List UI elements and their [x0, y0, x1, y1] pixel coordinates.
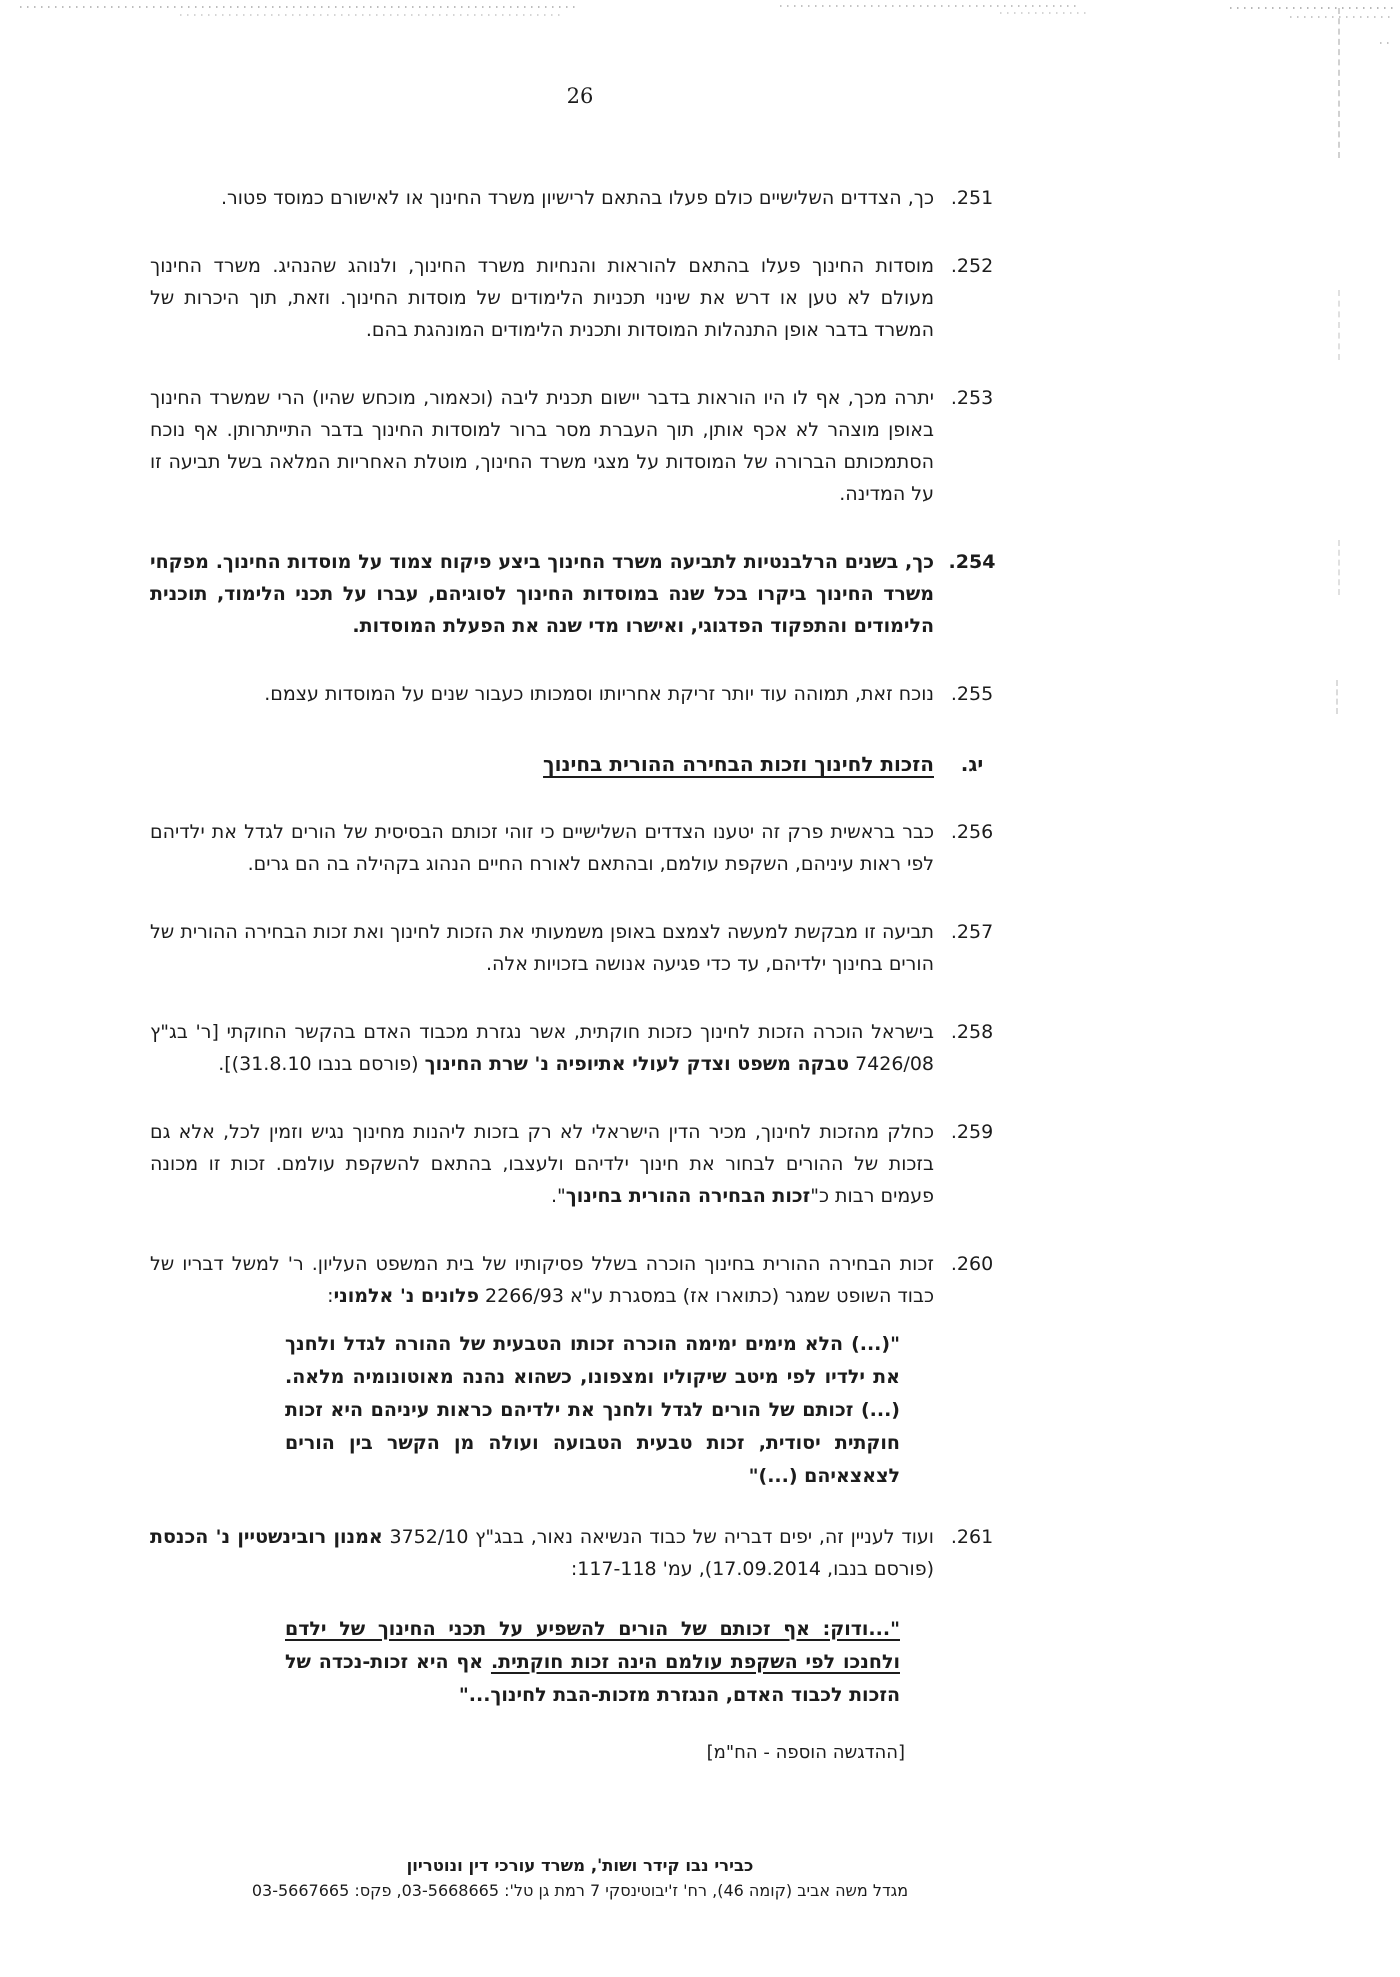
law-firm-address: מגדל משה אביב (קומה 46), רח' ז'יבוטינסקי 7 רמת גן טל': 03-5668665, פקס: 03-5667665 [251, 1881, 909, 1900]
paragraph-text-post: (פורסם בנבו 31.8.10)]. [218, 1053, 425, 1075]
paragraph-text-pre: זכות הבחירה ההורית בחינוך הוכרה בשלל פסיקותיו של בית המשפט העליון. ר' למשל דבריו של כבוד השופט שמגר (כתוארו אז) במסגרת ע"א 2266/93 [150, 1253, 934, 1307]
paragraph-text [150, 1116, 934, 1212]
paragraph-258 [150, 1016, 1010, 1080]
scan-noise-strip [1230, 7, 1395, 9]
paragraph-257 [150, 916, 1010, 980]
paragraph-number: 254. [948, 551, 996, 573]
paragraph-text-pre: כחלק מהזכות לחינוך, מכיר הדין הישראלי לא רק בזכות ליהנות מחינוך נגיש וזמין לכל, אלא גם בזכות של ההורים לבחור את חינוך ילדיהם ולעצבו, בהתאם להשקפת עולמם. זכות זו מכונה פעמים רבות כ" [150, 1121, 934, 1207]
paragraph-number: 257. [950, 921, 994, 943]
scan-noise-strip [1380, 42, 1392, 44]
paragraph-number: 261. [950, 1526, 994, 1548]
scan-dashed-line [1336, 680, 1338, 714]
paragraph-number: 258. [950, 1021, 994, 1043]
block-quote-shamgar: "(...) הלא מימים ימימה הוכרה זכותו הטבעית של ההורה לגדל ולחנך את ילדיו לפי מיטב שיקוליו ומצפונו, כשהוא נהנה מאוטונומיה מלאה. (...) זכותם של הורים לגדל ולחנך את ילדיהם כראות עיניהם היא זכות חוקתית יסודית, זכות טבעית הטבועה ועולה מן הקשר בין הורים לצאצאיהם (...)" [285, 1333, 900, 1487]
paragraph-text [150, 1521, 934, 1585]
case-citation: אמנון רובינשטיין נ' הכנסת [150, 1526, 383, 1548]
paragraph-text: כך, בשנים הרלבנטיות לתביעה משרד החינוך ביצע פיקוח צמוד על מוסדות החינוך. מפקחי משרד החינוך ביקרו בכל שנה במוסדות החינוך לסוגיהם, עברו על תכני הלימוד, תוכנית הלימודים והתפקוד הפדגוגי, ואישרו מדי שנה את הפעלת המוסדות. [150, 551, 934, 637]
paragraph-text: נוכח זאת, תמוהה עוד יותר זריקת אחריותו וסמכותו כעבור שנים על המוסדות עצמם. [264, 683, 934, 705]
paragraph-251 [150, 182, 1010, 214]
paragraph-text-post: ". [550, 1185, 566, 1207]
scan-dashed-line [1338, 8, 1340, 158]
paragraph-number: 256. [950, 821, 994, 843]
document-body [150, 0, 1010, 1763]
paragraph-number: 251. [950, 187, 994, 209]
paragraph-text: כבר בראשית פרק זה יטענו הצדדים השלישיים כי זוהי זכותם הבסיסית של הורים לגדל את ילדיהם לפי ראות עיניהם, השקפת עולמם, ובהתאם לאורח החיים הנהוג בקהילה בה הם גרים. [150, 821, 934, 875]
paragraph-number: 260. [950, 1253, 994, 1275]
scan-dashed-line [1338, 540, 1340, 595]
paragraph-text: כך, הצדדים השלישיים כולם פעלו בהתאם לרישיון משרד החינוך או לאישורם כמוסד פטור. [220, 187, 934, 209]
paragraph-text-pre: בישראל הוכרה הזכות לחינוך כזכות חוקתית, אשר נגזרת מכבוד האדם בהקשר החוקתי [ר' בג"ץ 7426/08 [150, 1021, 934, 1075]
scan-dashed-line [1338, 290, 1340, 360]
case-citation: פלונים נ' אלמוני [333, 1285, 479, 1307]
section-title: הזכות לחינוך וזכות הבחירה ההורית בחינוך [543, 752, 934, 776]
paragraph-number: 255. [950, 683, 994, 705]
law-firm-footer [130, 1853, 1030, 1903]
paragraph-text [150, 1016, 934, 1080]
emphasis-added-note: [ההדגשה הוספה - הח"מ] [706, 1742, 905, 1763]
section-number: יג. [960, 752, 984, 776]
paragraph-259 [150, 1116, 1010, 1212]
paragraph-number: 252. [950, 255, 994, 277]
paragraph-255 [150, 678, 1010, 710]
paragraph-254 [150, 546, 1010, 642]
paragraph-text-post: (פורסם בנבו, 17.09.2014), עמ' 117-118: [570, 1558, 934, 1580]
paragraph-text-post: : [327, 1285, 334, 1307]
scan-noise-strip [1000, 12, 1090, 14]
quote-underlined-part: "...ודוק: אף זכותם של הורים להשפיע על תכני החינוך של ילדם ולחנכו לפי השקפת עולמם הינה זכות חוקתית. [285, 1618, 900, 1673]
page-number: 26 [566, 84, 594, 108]
case-citation: טבקה משפט וצדק לעולי אתיופיה נ' שרת החינוך [424, 1053, 850, 1075]
quote-rest: אף היא זכות-נכדה של הזכות לכבוד האדם, הנגזרת מזכות-הבת לחינוך..." [285, 1651, 900, 1706]
paragraph-256 [150, 816, 1010, 880]
paragraph-253 [150, 382, 1010, 510]
scan-noise-strip [1290, 16, 1395, 18]
paragraph-text: יתרה מכך, אף לו היו הוראות בדבר יישום תכנית ליבה (וכאמור, מוכחש שהיו) הרי שמשרד החינוך באופן מוצהר לא אכף אותן, תוך העברת מסר ברור למוסדות החינוך בדבר התייתרותן. אף נוכח הסתמכותם הברורה של המוסדות על מצגי משרד החינוך, מוטלת האחריות המלאה בשל תביעה זו על המדינה. [150, 387, 934, 505]
paragraph-text-pre: ועוד לעניין זה, יפים דבריה של כבוד הנשיאה נאור, בבג"ץ 3752/10 [382, 1526, 934, 1548]
paragraph-260 [150, 1248, 1010, 1312]
paragraph-text: מוסדות החינוך פעלו בהתאם להוראות והנחיות משרד החינוך, ולנוהג שהנהיג. משרד החינוך מעולם לא טען או דרש את שינוי תכניות הלימודים של מוסדות החינוך. וזאת, תוך היכרות של המשרד בדבר אופן התנהלות המוסדות ותכנית הלימודים המונהגת בהם. [150, 255, 934, 341]
block-quote-naor [285, 1613, 900, 1712]
legal-term: זכות הבחירה ההורית בחינוך [565, 1185, 811, 1207]
paragraph-text [150, 1248, 934, 1312]
paragraph-text: תביעה זו מבקשת למעשה לצמצם באופן משמעותי את הזכות לחינוך ואת זכות הבחירה ההורית של הורים בחינוך ילדיהם, עד כדי פגיעה אנושה בזכויות אלה. [150, 921, 934, 975]
law-firm-name: כבירי נבו קידר ושות', משרד עורכי דין ונוטריון [406, 1856, 754, 1875]
paragraph-252 [150, 250, 1010, 346]
paragraph-261 [150, 1521, 1010, 1585]
section-heading [150, 752, 1010, 776]
paragraph-number: 253. [950, 387, 994, 409]
paragraph-number: 259. [950, 1121, 994, 1143]
